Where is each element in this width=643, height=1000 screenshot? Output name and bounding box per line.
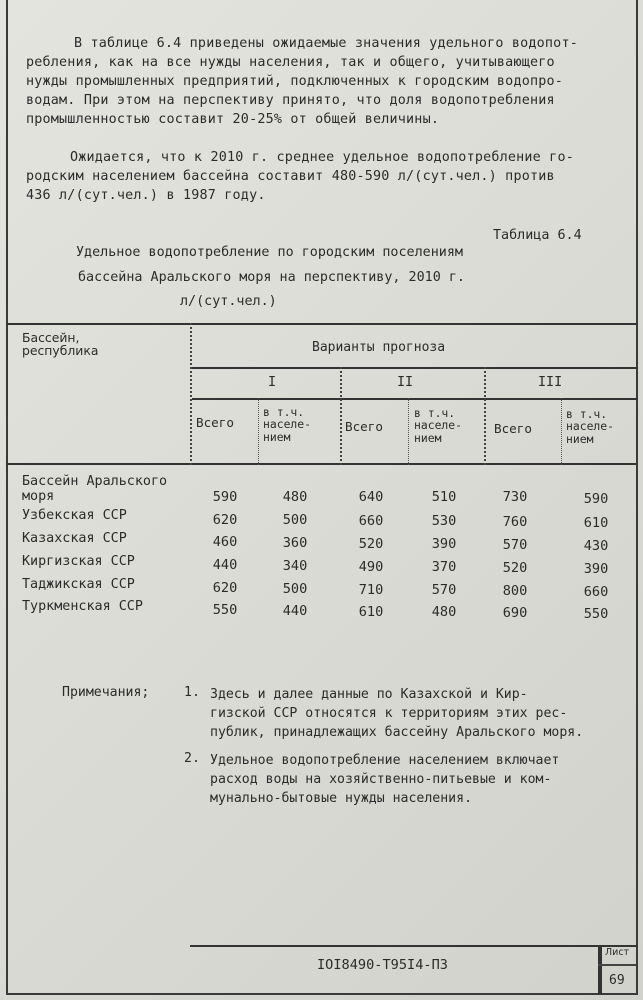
table-caption-line-2: бассейна Аральского моря на перспективу, 2010 г. (78, 270, 465, 285)
table-cell: 520 (358, 536, 384, 552)
header-incl-line: нием (566, 431, 594, 446)
header-total-3: Всего (494, 421, 532, 436)
note-2 (210, 751, 559, 808)
table-cell: 480 (282, 489, 308, 505)
table-cell: 620 (212, 580, 238, 596)
table-cell: 800 (502, 583, 528, 599)
table-col-divider (484, 367, 486, 465)
table-cell: 440 (212, 557, 238, 573)
table-cell: 590 (583, 491, 609, 507)
table-col-divider (561, 398, 562, 465)
note-number: 2. (184, 751, 200, 766)
table-cell: 490 (358, 559, 384, 575)
header-basin-line-1: Бассейн, (22, 330, 80, 345)
table-row-name: Узбекская ССР (22, 508, 127, 523)
table-cell: 570 (431, 582, 457, 598)
table-cell: 430 (583, 538, 609, 554)
table-row-name: Киргизская ССР (22, 554, 135, 569)
note-1 (210, 685, 583, 742)
table-cell: 340 (282, 558, 308, 574)
sheet-number: 69 (609, 973, 625, 988)
intro-paragraph-1 (26, 34, 578, 129)
table-row-name: Туркменская ССР (22, 599, 143, 614)
table-cell: 360 (282, 535, 308, 551)
table-cell: 730 (502, 489, 528, 505)
table-cell: 610 (358, 604, 384, 620)
note-line: Удельное водопотребление населением включает (210, 753, 560, 768)
text-line: 436 л/(сут.чел.) в 1987 году. (26, 188, 266, 203)
table-caption-line-3: л/(сут.чел.) (180, 294, 277, 309)
row-name-line: моря (22, 489, 55, 504)
header-variant-1: I (268, 375, 277, 390)
table-row-name: Казахская ССР (22, 531, 127, 546)
table-col-divider (340, 367, 342, 465)
header-variant-3: III (538, 375, 563, 390)
table-cell: 480 (431, 604, 457, 620)
table-cell: 500 (282, 581, 308, 597)
header-variants: Варианты прогноза (312, 340, 446, 355)
header-incl-line: населе- (414, 418, 463, 433)
intro-paragraph-2 (26, 148, 574, 205)
table-cell: 610 (583, 515, 609, 531)
note-line: гизской ССР относятся к территориям этих рес- (210, 706, 568, 721)
table-cell: 500 (282, 512, 308, 528)
sheet-box-divider (598, 964, 636, 966)
table-cell: 520 (502, 560, 528, 576)
sheet-label: Лист (605, 947, 630, 958)
note-line: мунально-бытовые нужды населения. (210, 791, 473, 806)
note-number: 1. (184, 685, 200, 700)
header-incl-3 (566, 408, 614, 445)
table-col-divider (190, 323, 192, 465)
note-line: расход воды на хозяйственно-питьевые и ком- (210, 772, 552, 787)
table-row-name: Таджикская ССР (22, 577, 135, 592)
table-cell: 440 (282, 603, 308, 619)
table-variants-rule (192, 367, 638, 369)
note-line: публик, принадлежащих бассейну Аральского моря. (210, 725, 584, 740)
text-line: нужды промышленных предприятий, подключенных к городским водопро- (26, 74, 564, 89)
header-variant-2: II (397, 375, 414, 390)
table-cell: 460 (212, 534, 238, 550)
table-cell: 390 (583, 561, 609, 577)
header-total-2: Всего (345, 419, 383, 434)
table-cell: 590 (212, 489, 238, 505)
text-line: водам. При этом на перспективу принято, что доля водопотребления (26, 93, 555, 108)
header-incl-line: в т.ч. (263, 405, 305, 419)
header-total-1: Всего (196, 415, 234, 430)
table-cell: 710 (358, 582, 384, 598)
table-col-divider (408, 398, 409, 465)
table-cell: 510 (431, 489, 457, 505)
table-top-rule (6, 323, 638, 325)
table-label: Таблица 6.4 (493, 228, 582, 243)
table-cell: 620 (212, 512, 238, 528)
note-line: Здесь и далее данные по Казахской и Кир- (210, 687, 528, 702)
notes-label: Примечания; (62, 685, 150, 700)
header-incl-line: населе- (263, 417, 312, 432)
table-cell: 760 (502, 514, 528, 530)
text-line: ребления, как на все нужды населения, так и общего, учитывающего (26, 55, 555, 70)
header-basin (22, 331, 98, 357)
frame-left-border (6, 0, 8, 995)
table-cell: 660 (358, 513, 384, 529)
table-cell: 640 (358, 489, 384, 505)
table-cell: 530 (431, 513, 457, 529)
document-code: IOI8490-Т95I4-ПЗ (317, 957, 448, 973)
table-cell: 390 (431, 536, 457, 552)
text-line: промышленностью составит 20-25% от общей величины. (26, 112, 440, 127)
text-line: В таблице 6.4 приведены ожидаемые значения удельного водопот- (74, 36, 578, 51)
header-incl-line: населе- (566, 419, 615, 434)
table-caption-line-1: Удельное водопотребление по городским поселениям (76, 245, 463, 260)
text-line: родским населением бассейна составит 480-590 л/(сут.чел.) против (26, 169, 555, 184)
table-cell: 550 (583, 606, 609, 622)
header-incl-line: в т.ч. (414, 406, 456, 420)
table-cell: 660 (583, 584, 609, 600)
table-cell: 690 (502, 605, 528, 621)
header-incl-2 (414, 407, 462, 444)
header-incl-line: нием (414, 430, 442, 445)
table-cell: 570 (502, 537, 528, 553)
table-cell: 550 (212, 602, 238, 618)
header-incl-1 (263, 406, 311, 443)
table-cell: 370 (431, 559, 457, 575)
text-line: Ожидается, что к 2010 г. среднее удельное водопотребление го- (70, 150, 574, 165)
table-col-divider (258, 398, 259, 465)
header-basin-line-2: республика (22, 343, 99, 358)
header-incl-line: в т.ч. (566, 407, 608, 421)
frame-right-border (636, 0, 638, 995)
header-incl-line: нием (263, 429, 291, 444)
table-header-bottom-rule (6, 463, 638, 465)
row-name-line: Бассейн Аральского (22, 474, 168, 489)
table-row-name (22, 474, 167, 504)
